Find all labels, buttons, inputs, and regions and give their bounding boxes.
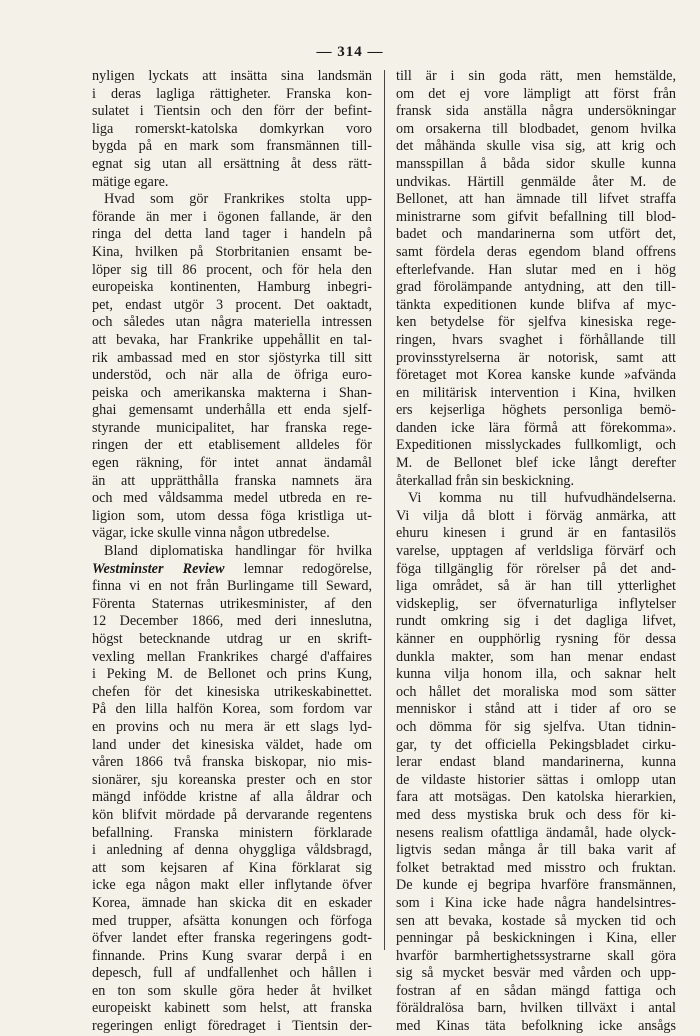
text-line: högst betecknande utdrag ur en skrift-	[92, 631, 372, 647]
text-line: tänkta expeditionen kunde blifva af myc-	[396, 296, 676, 313]
text-line: liga romerskt-katolska domkyrkan voro	[92, 120, 372, 137]
text-line: fostran af en sådan mängd fattiga och	[396, 982, 676, 999]
text-line: om orsakerna till blodbadet, genom hvilka	[396, 120, 676, 137]
text-line: sen att bevaka, kostade så mycken tid och	[396, 912, 676, 929]
text-line: finnande. Prins Kung svarar derpå i en	[92, 947, 372, 964]
text-line: ghai gemensamt underhålla ett enda sjelf-	[92, 402, 372, 419]
text-line: Vi vilja då blott i förväg anmärka, att	[396, 507, 676, 524]
text-line: ministrarne som gifvit befallning till blod-	[396, 208, 676, 225]
text-line: mätige egare.	[92, 173, 169, 190]
text-line: nyligen lyckats att insätta sina landsmän	[92, 68, 372, 84]
text-line: det måhända skulle visa sig, att krig och	[396, 138, 676, 155]
text-line: vägar, icke skulle vinna någon utbredelse.	[92, 525, 330, 542]
text-line: badet och mandarinerna som utfört det,	[396, 226, 676, 243]
text-line: icke ega någon makt eller inflytande öfver	[92, 877, 372, 894]
text-line: våren 1866 två franska biskopar, nio mis-	[92, 754, 372, 771]
text-line: Vi komma nu till hufvudhändelserna.	[408, 490, 676, 507]
text-line: vexling mellan Frankrikes chargé d'affaires	[92, 648, 372, 665]
text-line: de vildaste historier sättas i omlopp utan	[396, 771, 676, 788]
text-line: och dömma för sig sjelfva. Utan tidnin-	[396, 718, 676, 735]
text-line: sionärer, sju koreanska prester och en stor	[92, 771, 372, 788]
text-line: att bevaka, har Frankrike uppehållit en tal-	[92, 331, 372, 348]
text-line: Expeditionen misslyckades fullkomligt, och	[396, 437, 676, 454]
text-line: som i Kina icke hade några handelsintres-	[396, 894, 676, 911]
column-divider	[384, 70, 385, 950]
text-line: med trupper, afsätta konungen och förfoga	[92, 912, 372, 929]
text-line: föräldralösa barn, hvilken tillväxt i antal	[396, 1000, 676, 1017]
text-line: en ton som skulle göra heder åt hvilket	[92, 982, 372, 999]
text-line: fransk sida anställa några undersökningar	[396, 103, 676, 120]
text-line: finna vi en not från Burlingame till Seward,	[92, 578, 372, 595]
text-line: öfver landet efter franska regeringens godt-	[92, 930, 372, 947]
text-line: företaget mot Korea kanske kunde »afvända	[396, 367, 676, 384]
text-line: om det ej vore lämpligt att först från	[396, 85, 676, 102]
text-line: befallning. Franska ministern förklarade	[92, 824, 372, 841]
text-line: depesch, full af undfallenhet och hållen i	[92, 965, 372, 982]
text-line: hvarför barmhertighetssystrarne skall göra	[396, 947, 676, 964]
text-line: Kina, hvilken på Storbritanien ensamt be-	[92, 243, 372, 260]
text-line: danden icke lära förmå att förekomma».	[396, 419, 676, 436]
text-line: och således utan några materiella intressen	[92, 314, 372, 331]
text-line: mansspillan å båda sidor skulle kunna	[396, 155, 676, 172]
text-line: provinsstyrelserna är notorisk, samt att	[396, 349, 676, 366]
text-line: styrande municipalitet, har franska rege-	[92, 419, 372, 436]
text-line: understöd, och när alla de öfriga euro-	[92, 367, 372, 384]
text-line: ligtvis sedan många år till baka varit af	[396, 842, 676, 859]
text-line: land under det kinesiska väldet, hade om	[92, 736, 372, 753]
text-line: ehuru kinesen i grund är en fantasilös	[396, 525, 676, 542]
text-line: ringen der ett etablisement alldeles för	[92, 437, 372, 454]
text-line: kön blifvit mördade på dervarande regentens	[92, 806, 372, 823]
text-line: På den lilla halfön Korea, som fordom var	[92, 701, 372, 718]
text-line: återkallad från sin beskickning.	[396, 472, 575, 489]
text-line: än att upprätthålla franska namnets ära	[92, 472, 372, 489]
text-line: att som kejsaren af Kina förklarat sig	[92, 859, 372, 876]
text-line: i anledning af denna ohyggliga våldsbragd,	[92, 842, 372, 859]
text-line: sig så mycket besvär med vården och upp-	[396, 965, 676, 982]
text-line: med dess mystiska bruk och dess för ki-	[396, 806, 676, 823]
text-line: och hållet det moraliska mod som sätter	[396, 683, 676, 700]
text-line: 12 December 1866, med deri inneslutna,	[92, 613, 372, 630]
text-line: löper sig till 86 procent, och för hela den	[92, 261, 372, 278]
text-line: egnat sig utan all ersättning åt dess rätt-	[92, 155, 372, 172]
text-line: i deras lagliga rättigheter. Franska kon-	[92, 85, 372, 102]
text-line: med Kinas täta befolkning icke ansågs	[396, 1018, 676, 1035]
text-line: nesens realism ofattliga ändamål, hade olyck-	[396, 824, 676, 841]
text-line: Westminster Review lemnar redogörelse,	[92, 560, 372, 577]
text-line: menniskor i stånd att i tider af oro se	[396, 701, 676, 718]
text-line: fara att motsägas. Den katolska hierarkien,	[396, 789, 676, 806]
text-line: regeringen enligt föredraget i Tientsin der-	[92, 1018, 372, 1035]
text-line: europeiskt kabinett som helst, att franska	[92, 1000, 372, 1017]
text-line: en provins och nu mera är ett slags lyd-	[92, 718, 372, 735]
text-line: Förenta Staternas utrikesminister, af den	[92, 595, 372, 612]
text-line: till är i sin goda rätt, men hemstälde,	[396, 68, 676, 84]
text-line: liga området, så är han till ytterlighet	[396, 578, 676, 595]
text-line: ken betydelse för sjelfva kinesiska rege-	[396, 314, 676, 331]
left-text-column	[92, 68, 372, 1036]
text-line: grad förolämpande antydning, att den till-	[396, 279, 676, 296]
text-line: ringa del detta land tager i handeln på	[92, 226, 372, 243]
text-line: Hvad som gör Frankrikes stolta upp-	[104, 191, 372, 208]
text-line: rundt omkring sig i det dagliga lifvet,	[396, 613, 676, 630]
page-number: — 314 —	[316, 44, 384, 60]
text-line: folket betraktad med misstro och fruktan.	[396, 859, 676, 876]
text-line: kunna vilja honom illa, och saknar helt	[396, 666, 676, 683]
text-line: varelse, upptagen af verldsliga förvärf och	[396, 543, 676, 560]
text-line: känner en oupphörlig rysning för dessa	[396, 631, 676, 647]
text-line: mängd infödde kristne af alla åldrar och	[92, 789, 372, 806]
text-line: pet, endast utgör 3 procent. Det oaktadt,	[92, 296, 372, 313]
text-line: i Peking M. de Bellonet och prins Kung,	[92, 666, 372, 683]
text-line: Korea, ämnade han skicka dit en eskader	[92, 894, 372, 911]
text-line: europeiska kontinenten, Hamburg inbegri-	[92, 279, 372, 296]
text-line: efterlefvande. Han slutar med en i hög	[396, 261, 676, 278]
text-line: penningar på beskickningen i Kina, eller	[396, 930, 676, 947]
text-line: undvikas. Härtill genmälde åter M. de	[396, 173, 676, 190]
text-line: dunkla makter, som han menar endast	[396, 648, 676, 665]
text-line: De kunde ej begripa hvarföre fransmännen,	[396, 877, 676, 894]
text-line: föga tillgänglig för rörelser på det and-	[396, 560, 676, 577]
text-line: sulatet i Tientsin och den förr der befint-	[92, 103, 372, 120]
text-line: en militärisk intervention i Kina, hvilken	[396, 384, 676, 401]
text-line: chefen för det kinesiska utrikeskabinettet.	[92, 683, 372, 700]
text-line: lerar endast bland mandarinerna, kunna	[396, 754, 676, 771]
text-line: Bland diplomatiska handlingar för hvilka	[104, 543, 372, 560]
text-line: peiska och amerikanska makterna i Shan-	[92, 384, 372, 401]
text-line: ringen, hvars svaghet i förhållande till	[396, 331, 676, 348]
right-text-column	[396, 68, 676, 1036]
text-line: Bellonet, att han ämnade till lifvet straffa	[396, 191, 676, 208]
text-line: gar, ty det officiella Pekingsbladet cirku-	[396, 736, 676, 753]
text-line: M. de Bellonet blef icke långt derefter	[396, 455, 676, 472]
text-line: vidskeplig, ser öfvernaturliga inflytelser	[396, 595, 676, 612]
text-line: och med våldsamma medel utbreda en re-	[92, 490, 372, 507]
text-line: förande än mer i ögonen fallande, är den	[92, 208, 372, 225]
text-line: egen räkning, för intet annat ändamål	[92, 455, 372, 472]
text-line: ligion som, utom dessa föga kristliga ut-	[92, 507, 372, 524]
text-line: samt fördela deras egendom bland offrens	[396, 243, 676, 260]
text-line: ers kejserliga höghets personliga bemö-	[396, 402, 676, 419]
text-line: rik ambassad med en stor sjöstyrka till sitt	[92, 349, 372, 366]
text-line: bygda på en mark som fransmännen till-	[92, 138, 372, 155]
